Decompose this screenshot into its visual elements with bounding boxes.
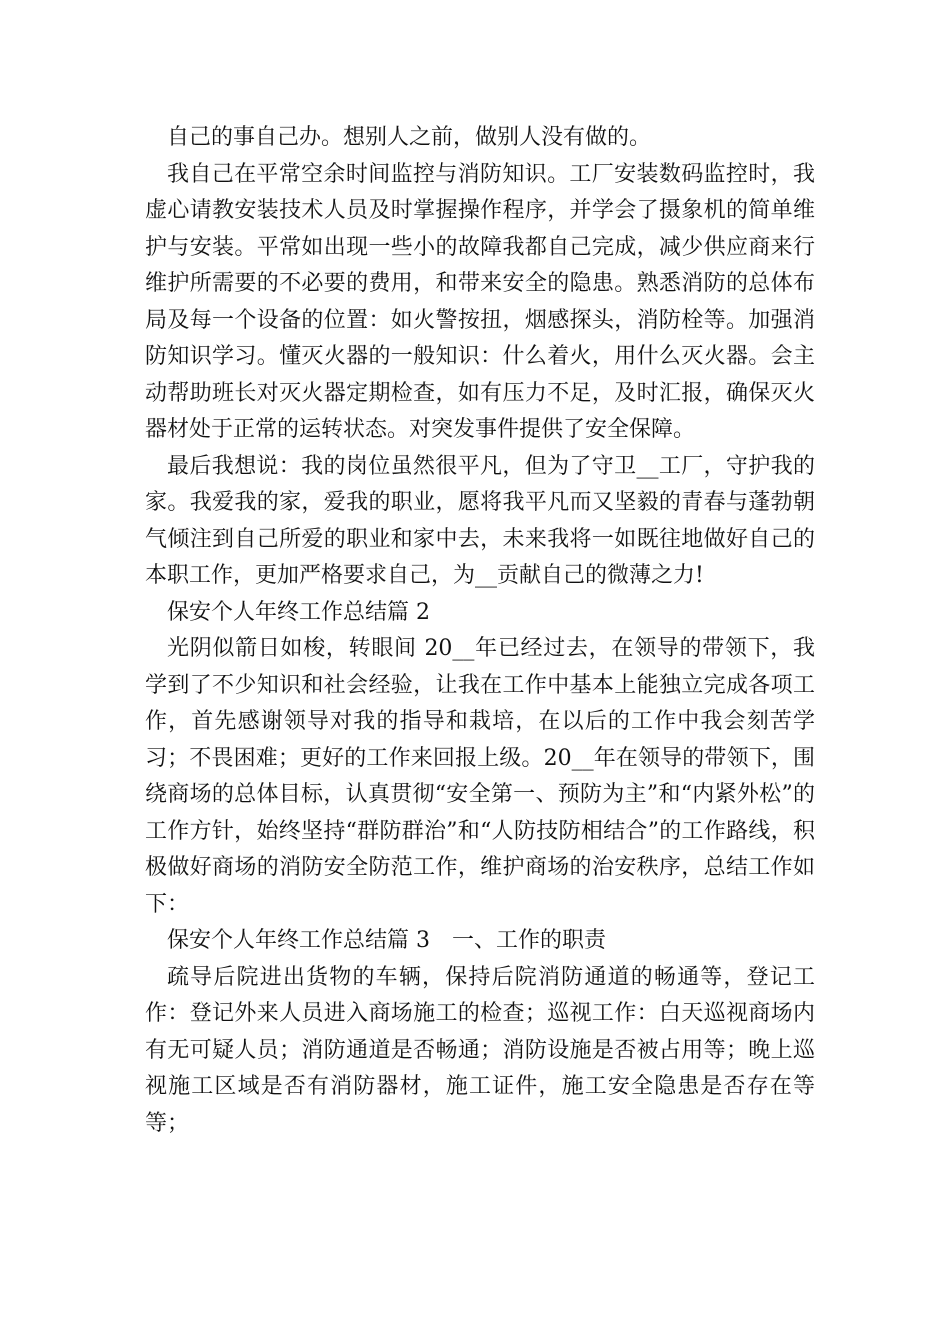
paragraph-closing-remarks: 最后我想说：我的岗位虽然很平凡，但为了守卫__工厂，守护我的家。我爱我的家，爱我的职业，愿将我平凡而又坚毅的青春与蓬勃朝气倾注到自己所爱的职业和家中去，未来我将一如既往地做好自己的本职工作，更加严格要求自己，为__贡献自己的微薄之力! <box>145 453 815 588</box>
paragraph-self-reliance: 自己的事自己办。想别人之前，做别人没有做的。 <box>167 125 652 150</box>
section-heading-part-2: 保安个人年终工作总结篇 2 <box>167 599 430 625</box>
paragraph-year-review: 光阴似箭日如梭，转眼间 20__年已经过去，在领导的带领下，我学到了不少知识和社会经验，让我在工作中基本上能独立完成各项工作，首先感谢领导对我的指导和栽培，在以后的工作中我会刻苦学习；不畏困难；更好的工作来回报上级。20__年在领导的带领下，围绕商场的总体目标，认真贯彻“安全第一、预防为主”和“内紧外松”的工作方针，始终坚持“群防群治”和“人防技防相结合”的工作路线，积极做好商场的消防安全防范工作，维护商场的治安秩序，总结工作如下： <box>145 636 815 917</box>
section-heading-part-3: 保安个人年终工作总结篇 3 一、工作的职责 <box>167 928 606 953</box>
paragraph-monitoring-fire-knowledge: 我自己在平常空余时间监控与消防知识。工厂安装数码监控时，我虚心请教安装技术人员及时掌握操作程序，并学会了摄象机的简单维护与安装。平常如出现一些小的故障我都自己完成，减少供应商来行维护所需要的不必要的费用，和带来安全的隐患。熟悉消防的总体布局及每一个设备的位置：如火警按扭，烟感探头，消防栓等。加强消防知识学习。懂灭火器的一般知识：什么着火，用什么灭火器。会主动帮助班长对灭火器定期检查，如有压力不足，及时汇报，确保灭火器材处于正常的运转状态。对突发事件提供了安全保障。 <box>145 161 815 442</box>
paragraph-duties: 疏导后院进出货物的车辆，保持后院消防通道的畅通等，登记工作：登记外来人员进入商场施工的检查；巡视工作：白天巡视商场内有无可疑人员；消防通道是否畅通；消防设施是否被占用等；晚上巡视施工区域是否有消防器材，施工证件，施工安全隐患是否存在等等； <box>145 964 815 1136</box>
document-body <box>145 120 815 1142</box>
